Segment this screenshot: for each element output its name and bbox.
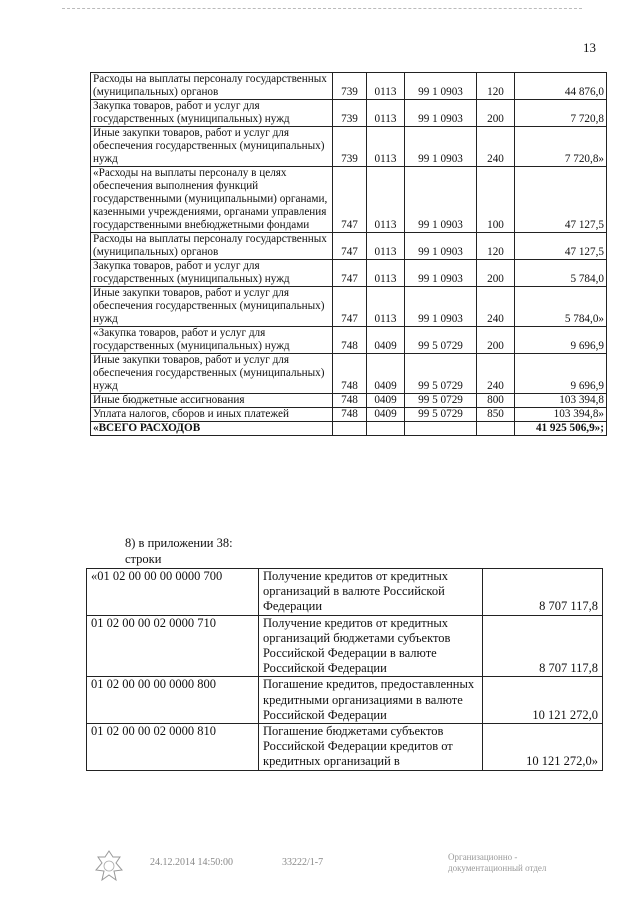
row-vr: 120 bbox=[477, 233, 515, 260]
row-name: Закупка товаров, работ и услуг для государственных (муниципальных) нужд bbox=[91, 260, 333, 287]
section-subheading: строки bbox=[125, 552, 162, 566]
row-ved: 747 bbox=[333, 287, 367, 327]
row-sum: 103 394,8» bbox=[515, 408, 607, 422]
row-csr: 99 1 0903 bbox=[405, 260, 477, 287]
table-row bbox=[91, 167, 607, 233]
row-rz: 0409 bbox=[367, 408, 405, 422]
table-row bbox=[87, 677, 603, 724]
row-ved: 748 bbox=[333, 327, 367, 354]
row-sum: 8 707 117,8 bbox=[483, 569, 603, 616]
row-name: Погашение бюджетами субъектов Российской Федерации кредитов от кредитных организаций в bbox=[259, 724, 483, 771]
row-rz: 0113 bbox=[367, 287, 405, 327]
row-sum: 9 696,9 bbox=[515, 327, 607, 354]
row-name: «Расходы на выплаты персоналу в целях обеспечения выполнения функций государственными (муниципальными) органами, казенными учреждениями, органами управления государственными внебюджетными фондами bbox=[91, 167, 333, 233]
row-name: Погашение кредитов, предоставленных кредитными организациями в валюте Российской Федерации bbox=[259, 677, 483, 724]
row-sum: 7 720,8 bbox=[515, 100, 607, 127]
row-csr: 99 1 0903 bbox=[405, 287, 477, 327]
table-row bbox=[91, 127, 607, 167]
row-code: 01 02 00 00 00 0000 800 bbox=[87, 677, 259, 724]
row-vr: 850 bbox=[477, 408, 515, 422]
total-empty-cell bbox=[367, 422, 405, 436]
table-row bbox=[91, 100, 607, 127]
row-sum: 47 127,5 bbox=[515, 167, 607, 233]
footer-doc-number: 33222/1-7 bbox=[282, 857, 324, 868]
row-vr: 200 bbox=[477, 327, 515, 354]
total-empty-cell bbox=[405, 422, 477, 436]
row-sum: 5 784,0» bbox=[515, 287, 607, 327]
row-name: Расходы на выплаты персоналу государственных (муниципальных) органов bbox=[91, 73, 333, 100]
row-csr: 99 1 0903 bbox=[405, 167, 477, 233]
row-rz: 0113 bbox=[367, 233, 405, 260]
row-vr: 800 bbox=[477, 394, 515, 408]
row-name: Иные закупки товаров, работ и услуг для обеспечения государственных (муниципальных) нужд bbox=[91, 354, 333, 394]
row-csr: 99 1 0903 bbox=[405, 73, 477, 100]
footer-datetime: 24.12.2014 14:50:00 bbox=[150, 857, 234, 868]
row-name: Расходы на выплаты персоналу государственных (муниципальных) органов bbox=[91, 233, 333, 260]
row-ved: 739 bbox=[333, 127, 367, 167]
table-row bbox=[91, 394, 607, 408]
row-sum: 103 394,8 bbox=[515, 394, 607, 408]
row-name: Закупка товаров, работ и услуг для государственных (муниципальных) нужд bbox=[91, 100, 333, 127]
footer-org-line2: документационный отдел bbox=[448, 863, 547, 873]
row-ved: 748 bbox=[333, 354, 367, 394]
row-csr: 99 5 0729 bbox=[405, 354, 477, 394]
total-sum: 41 925 506,9»; bbox=[515, 422, 607, 436]
row-rz: 0113 bbox=[367, 100, 405, 127]
total-label: «ВСЕГО РАСХОДОВ bbox=[91, 422, 333, 436]
footer-org-line1: Организационно - bbox=[448, 852, 518, 862]
row-sum: 10 121 272,0 bbox=[483, 677, 603, 724]
row-vr: 100 bbox=[477, 167, 515, 233]
row-csr: 99 5 0729 bbox=[405, 394, 477, 408]
emblem-stamp-icon bbox=[92, 848, 126, 884]
row-ved: 748 bbox=[333, 408, 367, 422]
row-name: Иные закупки товаров, работ и услуг для обеспечения государственных (муниципальных) нужд bbox=[91, 127, 333, 167]
row-code: «01 02 00 00 00 0000 700 bbox=[87, 569, 259, 616]
row-sum: 47 127,5 bbox=[515, 233, 607, 260]
row-vr: 200 bbox=[477, 100, 515, 127]
row-csr: 99 1 0903 bbox=[405, 127, 477, 167]
row-rz: 0409 bbox=[367, 394, 405, 408]
row-ved: 739 bbox=[333, 73, 367, 100]
row-rz: 0113 bbox=[367, 73, 405, 100]
table-row bbox=[91, 233, 607, 260]
row-rz: 0113 bbox=[367, 167, 405, 233]
row-ved: 747 bbox=[333, 233, 367, 260]
total-empty-cell bbox=[477, 422, 515, 436]
row-code: 01 02 00 00 02 0000 710 bbox=[87, 615, 259, 677]
row-sum: 5 784,0 bbox=[515, 260, 607, 287]
footer-org-stamp bbox=[448, 852, 546, 874]
total-row bbox=[91, 422, 607, 436]
row-ved: 747 bbox=[333, 167, 367, 233]
table-row bbox=[91, 354, 607, 394]
page-number: 13 bbox=[583, 40, 596, 55]
table-row bbox=[91, 408, 607, 422]
total-empty-cell bbox=[333, 422, 367, 436]
row-sum: 44 876,0 bbox=[515, 73, 607, 100]
table-row bbox=[87, 724, 603, 771]
row-code: 01 02 00 00 02 0000 810 bbox=[87, 724, 259, 771]
row-vr: 240 bbox=[477, 354, 515, 394]
row-sum: 9 696,9 bbox=[515, 354, 607, 394]
row-rz: 0113 bbox=[367, 260, 405, 287]
row-vr: 200 bbox=[477, 260, 515, 287]
row-csr: 99 5 0729 bbox=[405, 327, 477, 354]
row-vr: 240 bbox=[477, 287, 515, 327]
row-rz: 0113 bbox=[367, 127, 405, 167]
sources-table bbox=[86, 568, 603, 771]
table-row bbox=[87, 615, 603, 677]
scan-header-line bbox=[62, 8, 582, 10]
table-row bbox=[91, 287, 607, 327]
row-sum: 10 121 272,0» bbox=[483, 724, 603, 771]
row-ved: 739 bbox=[333, 100, 367, 127]
table-row bbox=[91, 260, 607, 287]
row-sum: 8 707 117,8 bbox=[483, 615, 603, 677]
table-row bbox=[91, 327, 607, 354]
row-vr: 120 bbox=[477, 73, 515, 100]
row-vr: 240 bbox=[477, 127, 515, 167]
row-rz: 0409 bbox=[367, 327, 405, 354]
row-ved: 747 bbox=[333, 260, 367, 287]
row-csr: 99 1 0903 bbox=[405, 100, 477, 127]
expenses-table bbox=[90, 72, 607, 436]
row-name: Получение кредитов от кредитных организаций в валюте Российской Федерации bbox=[259, 569, 483, 616]
row-name: Получение кредитов от кредитных организаций бюджетами субъектов Российской Федерации в валюте Российской Федерации bbox=[259, 615, 483, 677]
row-name: «Закупка товаров, работ и услуг для государственных (муниципальных) нужд bbox=[91, 327, 333, 354]
row-ved: 748 bbox=[333, 394, 367, 408]
row-csr: 99 5 0729 bbox=[405, 408, 477, 422]
row-csr: 99 1 0903 bbox=[405, 233, 477, 260]
row-sum: 7 720,8» bbox=[515, 127, 607, 167]
row-name: Уплата налогов, сборов и иных платежей bbox=[91, 408, 333, 422]
section-heading: 8) в приложении 38: bbox=[125, 536, 233, 550]
table-row bbox=[91, 73, 607, 100]
row-name: Иные закупки товаров, работ и услуг для обеспечения государственных (муниципальных) нужд bbox=[91, 287, 333, 327]
row-name: Иные бюджетные ассигнования bbox=[91, 394, 333, 408]
row-rz: 0409 bbox=[367, 354, 405, 394]
table-row bbox=[87, 569, 603, 616]
